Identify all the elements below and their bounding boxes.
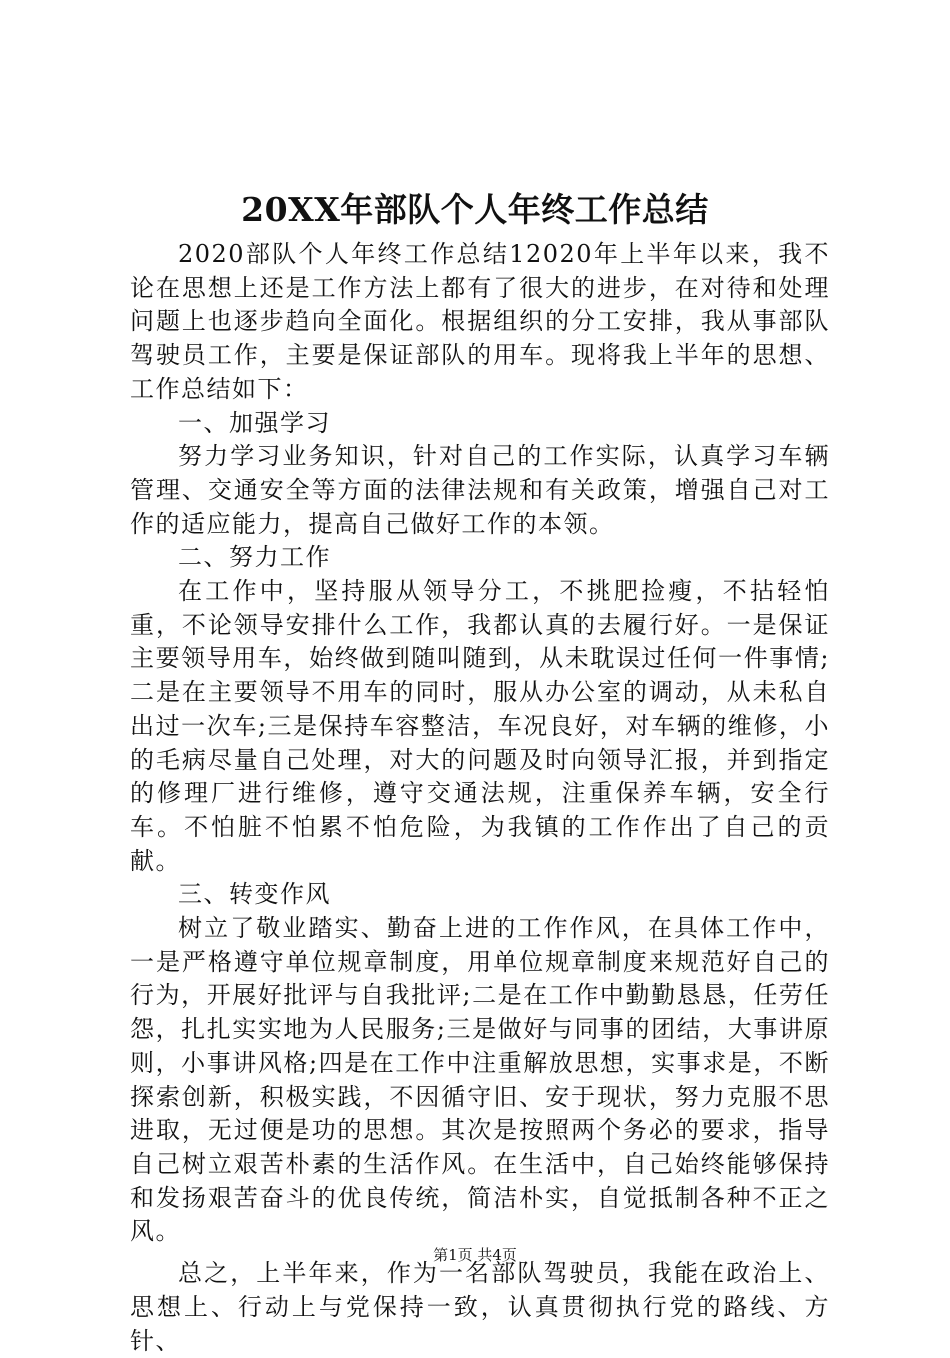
paragraph-style: 树立了敬业踏实、勤奋上进的工作作风，在具体工作中，一是严格遵守单位规章制度，用单位规章制度来规范好自己的行为，开展好批评与自我批评;二是在工作中勤勤恳恳，任劳任怨，扎扎实实地为人民服务;三是做好与同事的团结，大事讲原则，小事讲风格;四是在工作中注重解放思想，实事求是，不断探索创新，积极实践，不因循守旧、安于现状，努力克服不思进取，无过便是功的思想。其次是按照两个务必的要求，指导自己树立艰苦朴素的生活作风。在生活中，自己始终能够保持和发扬艰苦奋斗的优良传统，简洁朴实，自觉抵制各种不正之风。 bbox=[130, 914, 830, 1246]
document-title: 20XX年部队个人年终工作总结 bbox=[241, 190, 709, 229]
paragraph-intro: 2020部队个人年终工作总结12020年上半年以来，我不论在思想上还是工作方法上都有了很大的进步，在对待和处理问题上也逐步趋向全面化。根据组织的分工安排，我从事部队驾驶员工作，主要是保证部队的用车。现将我上半年的思想、工作总结如下： bbox=[130, 240, 830, 403]
page-total: 共4页 bbox=[477, 1246, 517, 1264]
page-number: 第1页 bbox=[433, 1246, 473, 1264]
paragraph-summary: 总之，上半年来，作为一名部队驾驶员，我能在政治上、思想上、行动上与党保持一致，认真贯彻执行党的路线、方针、 bbox=[130, 1259, 830, 1355]
section-heading-3: 三、转变作风 bbox=[178, 880, 331, 909]
section-heading-2: 二、努力工作 bbox=[178, 543, 331, 572]
paragraph-work: 在工作中，坚持服从领导分工，不挑肥捡瘦，不拈轻怕重，不论领导安排什么工作，我都认真的去履行好。一是保证主要领导用车，始终做到随叫随到，从未耽误过任何一件事情;二是在主要领导不用车的同时，服从办公室的调动，从未私自出过一次车;三是保持车容整洁，车况良好，对车辆的维修，小的毛病尽量自己处理，对大的问题及时向领导汇报，并到指定的修理厂进行维修，遵守交通法规，注重保养车辆，安全行车。不怕脏不怕累不怕危险，为我镇的工作作出了自己的贡献。 bbox=[130, 577, 830, 875]
page-footer bbox=[0, 1245, 950, 1265]
section-heading-1: 一、加强学习 bbox=[178, 408, 331, 437]
document-body bbox=[130, 238, 830, 1358]
paragraph-study: 努力学习业务知识，针对自己的工作实际，认真学习车辆管理、交通安全等方面的法律法规和有关政策，增强自己对工作的适应能力，提高自己做好工作的本领。 bbox=[130, 442, 830, 538]
